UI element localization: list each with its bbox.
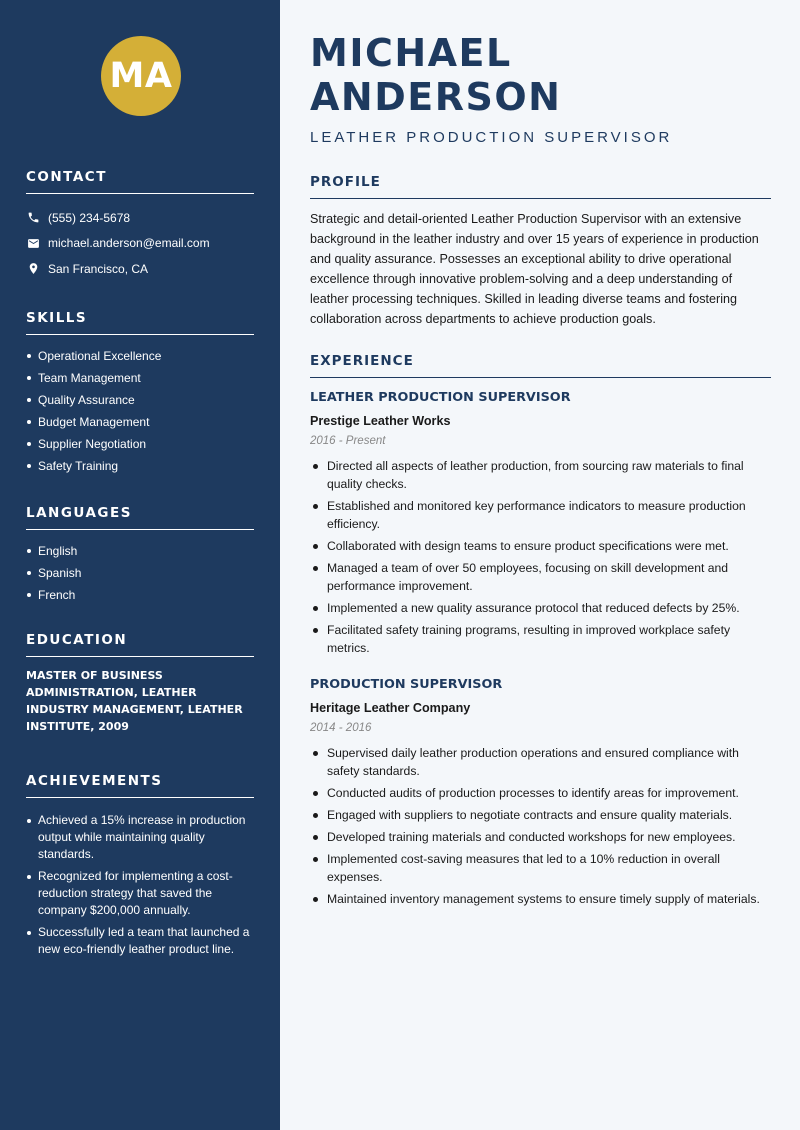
achievements-heading: ACHIEVEMENTS: [26, 773, 254, 798]
experience-section: [310, 353, 771, 908]
skill-item: Team Management: [26, 367, 254, 389]
achievement-item: Achieved a 15% increase in production output while maintaining quality standards.: [26, 812, 254, 863]
contact-location: [26, 256, 254, 282]
contact-section: [26, 169, 254, 282]
skills-heading: SKILLS: [26, 310, 254, 335]
job-bullet: Developed training materials and conducted workshops for new employees.: [310, 828, 771, 846]
skill-item: Quality Assurance: [26, 389, 254, 411]
languages-heading: LANGUAGES: [26, 505, 254, 530]
main-content: [280, 0, 800, 1130]
candidate-name: MICHAEL ANDERSON: [310, 31, 562, 119]
education-heading: EDUCATION: [26, 632, 254, 657]
job-dates: 2014 - 2016: [310, 722, 372, 734]
job-bullets: [310, 744, 771, 908]
job-bullet: Implemented a new quality assurance protocol that reduced defects by 25%.: [310, 599, 771, 617]
profile-section: [310, 174, 771, 329]
job-bullet: Facilitated safety training programs, resulting in improved workplace safety metrics.: [310, 621, 771, 657]
language-item: English: [26, 540, 254, 562]
education-entry: MASTER OF BUSINESS ADMINISTRATION, LEATHER INDUSTRY MANAGEMENT, LEATHER INSTITUTE, 2009: [26, 668, 243, 733]
languages-section: [26, 505, 254, 606]
skill-item: Operational Excellence: [26, 345, 254, 367]
skill-item: Safety Training: [26, 455, 254, 477]
job-bullet: Implemented cost-saving measures that led to a 10% reduction in overall expenses.: [310, 850, 771, 886]
job-entry: [310, 676, 771, 908]
sidebar: [0, 0, 280, 1130]
contact-email: [26, 231, 254, 257]
job-title: LEATHER PRODUCTION SUPERVISOR: [310, 390, 571, 405]
initials-avatar: MA: [101, 36, 181, 116]
contact-heading: CONTACT: [26, 169, 254, 194]
job-bullet: Directed all aspects of leather production, from sourcing raw materials to final quality checks.: [310, 457, 771, 493]
skill-item: Budget Management: [26, 411, 254, 433]
job-dates: 2016 - Present: [310, 435, 386, 447]
profile-text: Strategic and detail-oriented Leather Production Supervisor with an extensive background in the leather industry and over 15 years of experience in production and quality assurance. Possesses an exceptional ability to drive operational excellence through innovative problem-solving and a deep understanding of leather processing techniques. Skilled in leading diverse teams and fostering collaboration across departments to achieve production goals.: [310, 212, 759, 326]
email-icon: [26, 236, 40, 250]
profile-heading: PROFILE: [310, 174, 771, 199]
achievement-item: Recognized for implementing a cost-reduction strategy that saved the company $200,000 annually.: [26, 868, 254, 919]
skill-item: Supplier Negotiation: [26, 433, 254, 455]
achievements-list: [26, 812, 254, 958]
job-bullet: Collaborated with design teams to ensure product specifications were met.: [310, 537, 771, 555]
job-bullet: Maintained inventory management systems to ensure timely supply of materials.: [310, 890, 771, 908]
phone-icon: [26, 211, 40, 225]
experience-heading: EXPERIENCE: [310, 353, 771, 378]
contact-phone: [26, 205, 254, 231]
achievement-item: Successfully led a team that launched a new eco-friendly leather product line.: [26, 924, 254, 958]
job-bullet: Established and monitored key performance indicators to measure production efficiency.: [310, 497, 771, 533]
achievements-section: [26, 773, 254, 958]
skills-section: [26, 310, 254, 477]
language-item: French: [26, 584, 254, 606]
job-title: PRODUCTION SUPERVISOR: [310, 677, 503, 692]
job-bullets: [310, 457, 771, 657]
skills-list: [26, 345, 254, 477]
job-bullet: Managed a team of over 50 employees, focusing on skill development and performance improvement.: [310, 559, 771, 595]
phone-text: (555) 234-5678: [48, 210, 131, 225]
job-bullet: Conducted audits of production processes to identify areas for improvement.: [310, 784, 771, 802]
job-entry: [310, 389, 771, 657]
language-item: Spanish: [26, 562, 254, 584]
job-bullet: Supervised daily leather production operations and ensured compliance with safety standards.: [310, 744, 771, 780]
job-company: Prestige Leather Works: [310, 414, 451, 428]
education-section: [26, 632, 254, 735]
contact-list: [26, 205, 254, 282]
email-text: michael.anderson@email.com: [48, 236, 210, 251]
job-company: Heritage Leather Company: [310, 701, 471, 715]
languages-list: [26, 540, 254, 606]
candidate-title: LEATHER PRODUCTION SUPERVISOR: [310, 129, 673, 146]
location-pin-icon: [26, 262, 40, 276]
location-text: San Francisco, CA: [48, 261, 149, 276]
job-bullet: Engaged with suppliers to negotiate contracts and ensure quality materials.: [310, 806, 771, 824]
